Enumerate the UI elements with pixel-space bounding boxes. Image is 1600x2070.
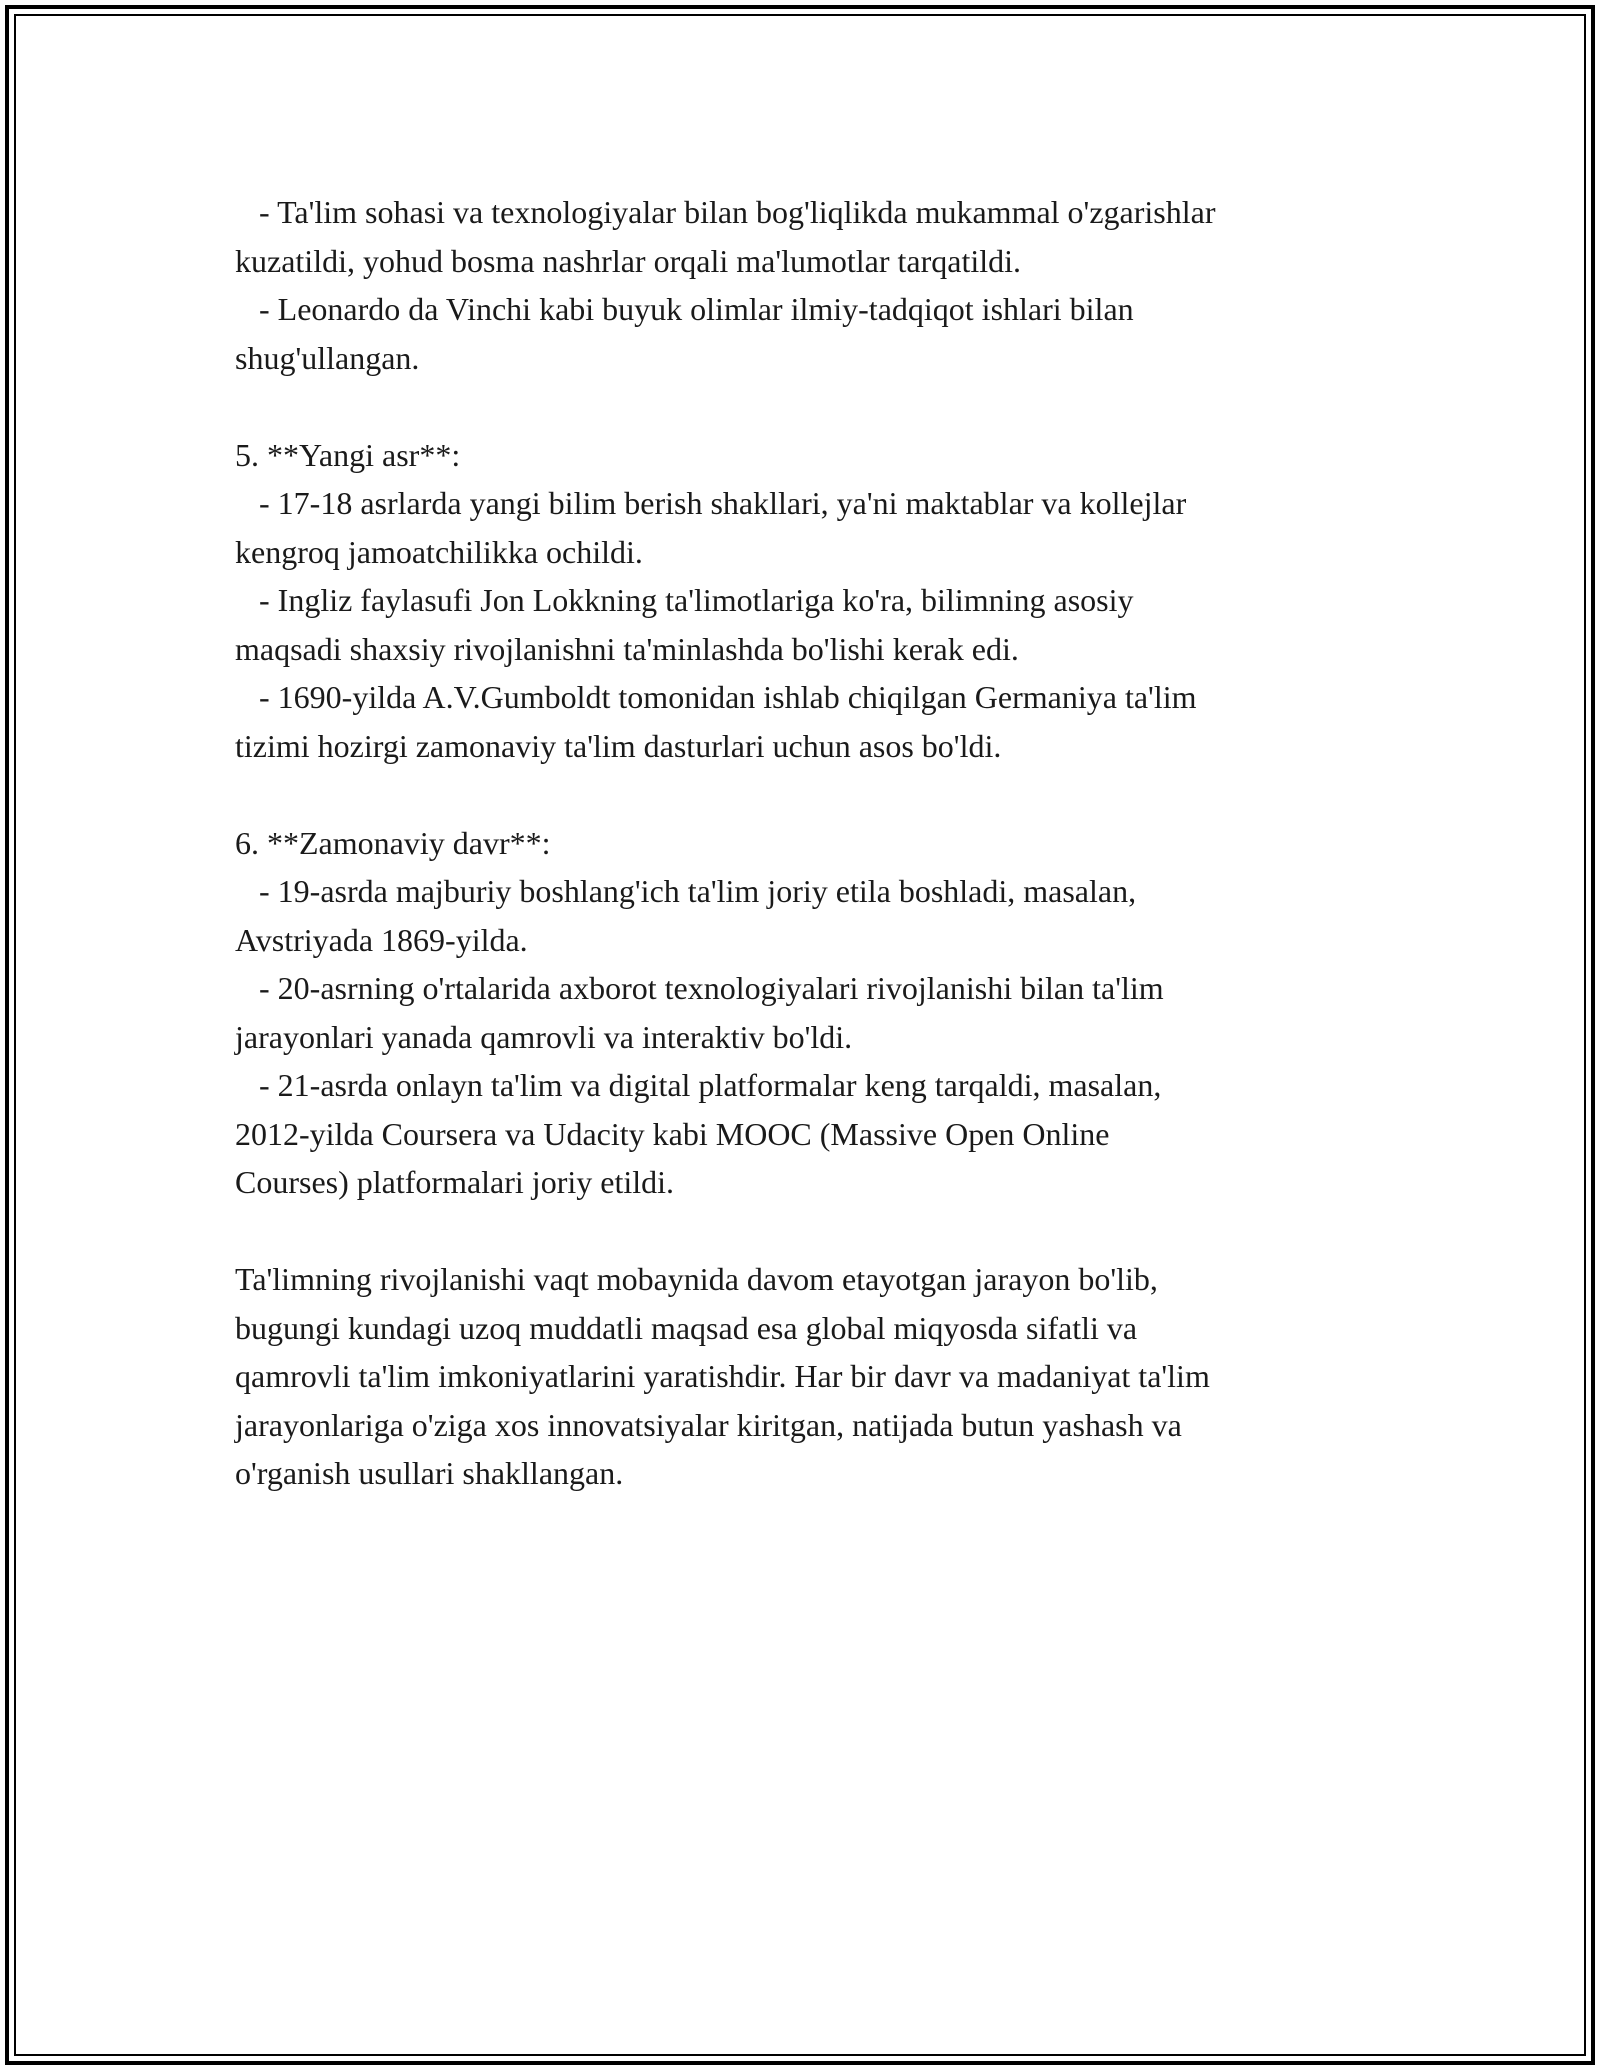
section-heading: 5. **Yangi asr**: — [235, 436, 461, 473]
text-line: Ta'limning rivojlanishi vaqt mobaynida davom etayotgan jarayon bo'lib, — [235, 1261, 1158, 1297]
blank-line — [235, 770, 1385, 819]
text-line: o'rganish usullari shakllangan. — [235, 1455, 624, 1491]
text-line: - Leonardo da Vinchi kabi buyuk olimlar ilmiy-tadqiqot ishlari bilan — [235, 291, 1134, 327]
blank-line — [235, 382, 1385, 431]
text-line: - 21-asrda onlayn ta'lim va digital platformalar keng tarqaldi, masalan, — [235, 1067, 1162, 1103]
document-body — [235, 188, 1385, 1498]
text-line: kuzatildi, yohud bosma nashrlar orqali ma'lumotlar tarqatildi. — [235, 242, 1022, 279]
section-heading: 6. **Zamonaviy davr**: — [235, 824, 551, 861]
text-line: Avstriyada 1869-yilda. — [235, 921, 528, 958]
text-line: - 1690-yilda A.V.Gumboldt tomonidan ishlab chiqilgan Germaniya ta'lim — [235, 679, 1197, 715]
text-line: jarayonlariga o'ziga xos innovatsiyalar kiritgan, natijada butun yashash va — [235, 1406, 1182, 1443]
text-line: kengroq jamoatchilikka ochildi. — [235, 533, 643, 570]
text-line: 2012-yilda Coursera va Udacity kabi MOOC (Massive Open Online — [235, 1115, 1110, 1152]
text-line: - 19-asrda majburiy boshlang'ich ta'lim joriy etila boshladi, masalan, — [235, 873, 1137, 909]
text-line: - Ta'lim sohasi va texnologiyalar bilan bog'liqlikda mukammal o'zgarishlar — [235, 194, 1216, 230]
text-line: bugungi kundagi uzoq muddatli maqsad esa global miqyosda sifatli va — [235, 1309, 1138, 1346]
text-line: shug'ullangan. — [235, 339, 420, 376]
blank-line — [235, 1207, 1385, 1256]
text-line: jarayonlari yanada qamrovli va interaktiv bo'ldi. — [235, 1018, 853, 1055]
text-line: qamrovli ta'lim imkoniyatlarini yaratishdir. Har bir davr va madaniyat ta'lim — [235, 1358, 1210, 1394]
text-line: tizimi hozirgi zamonaviy ta'lim dasturlari uchun asos bo'ldi. — [235, 727, 1002, 764]
text-line: - Ingliz faylasufi Jon Lokkning ta'limotlariga ko'ra, bilimning asosiy — [235, 582, 1134, 618]
text-line: - 17-18 asrlarda yangi bilim berish shakllari, ya'ni maktablar va kollejlar — [235, 485, 1187, 521]
text-line: - 20-asrning o'rtalarida axborot texnologiyalari rivojlanishi bilan ta'lim — [235, 970, 1164, 1006]
text-line: maqsadi shaxsiy rivojlanishni ta'minlashda bo'lishi kerak edi. — [235, 630, 1019, 667]
text-line: Courses) platformalari joriy etildi. — [235, 1164, 674, 1200]
